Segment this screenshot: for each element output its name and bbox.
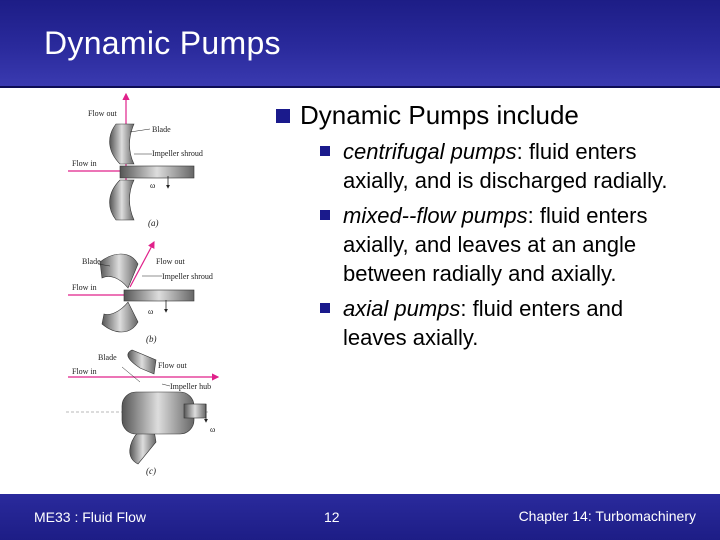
mixed-flow-pump-drawing [68, 242, 213, 344]
label-c-flow-out: Flow out [158, 361, 187, 370]
footer-chapter: Chapter 14: Turbomachinery [518, 508, 696, 524]
sub-bullet-centrifugal [320, 137, 706, 195]
main-bullet [276, 100, 706, 131]
square-bullet-icon [320, 303, 330, 313]
desc-mixed-flow: : fluid enters axially, and leaves at an angle between radially and axially. [343, 203, 648, 286]
label-c-flow-in: Flow in [72, 367, 97, 376]
centrifugal-pump-drawing [68, 94, 203, 228]
title-bar [0, 0, 720, 88]
label-a-shroud: Impeller shroud [152, 149, 203, 158]
term-centrifugal: centrifugal pumps [343, 139, 517, 164]
label-c-omega: ω [210, 425, 216, 434]
caption-c: (c) [146, 466, 156, 476]
label-b-flow-in: Flow in [72, 283, 97, 292]
label-c-blade: Blade [98, 353, 117, 362]
square-bullet-icon [320, 210, 330, 220]
label-a-flow-out: Flow out [88, 109, 117, 118]
page-number: 12 [324, 509, 340, 525]
footer-bar [0, 494, 720, 540]
label-b-blade: Blade [82, 257, 101, 266]
label-b-shroud: Impeller shroud [162, 272, 213, 281]
term-mixed-flow: mixed--flow pumps [343, 203, 528, 228]
bullet-list [276, 100, 706, 352]
axial-pump-drawing [66, 350, 218, 476]
slide-title: Dynamic Pumps [44, 25, 281, 61]
pump-diagram-figure [58, 92, 278, 478]
main-bullet-text: Dynamic Pumps include [300, 100, 579, 130]
label-b-omega: ω [148, 307, 154, 316]
label-c-hub: Impeller hub [170, 382, 212, 391]
caption-a: (a) [148, 218, 159, 228]
label-a-blade: Blade [152, 125, 171, 134]
footer-course: ME33 : Fluid Flow [34, 509, 147, 525]
sub-bullet-mixed-flow [320, 201, 706, 288]
term-axial: axial pumps [343, 296, 461, 321]
desc-centrifugal: : fluid enters axially, and is discharged radially. [343, 139, 668, 193]
square-bullet-icon [276, 109, 290, 123]
label-b-flow-out: Flow out [156, 257, 185, 266]
sub-bullet-axial [320, 294, 706, 352]
label-a-omega: ω [150, 181, 156, 190]
square-bullet-icon [320, 146, 330, 156]
desc-axial: : fluid enters and leaves axially. [343, 296, 624, 350]
caption-b: (b) [146, 334, 157, 344]
label-a-flow-in: Flow in [72, 159, 97, 168]
